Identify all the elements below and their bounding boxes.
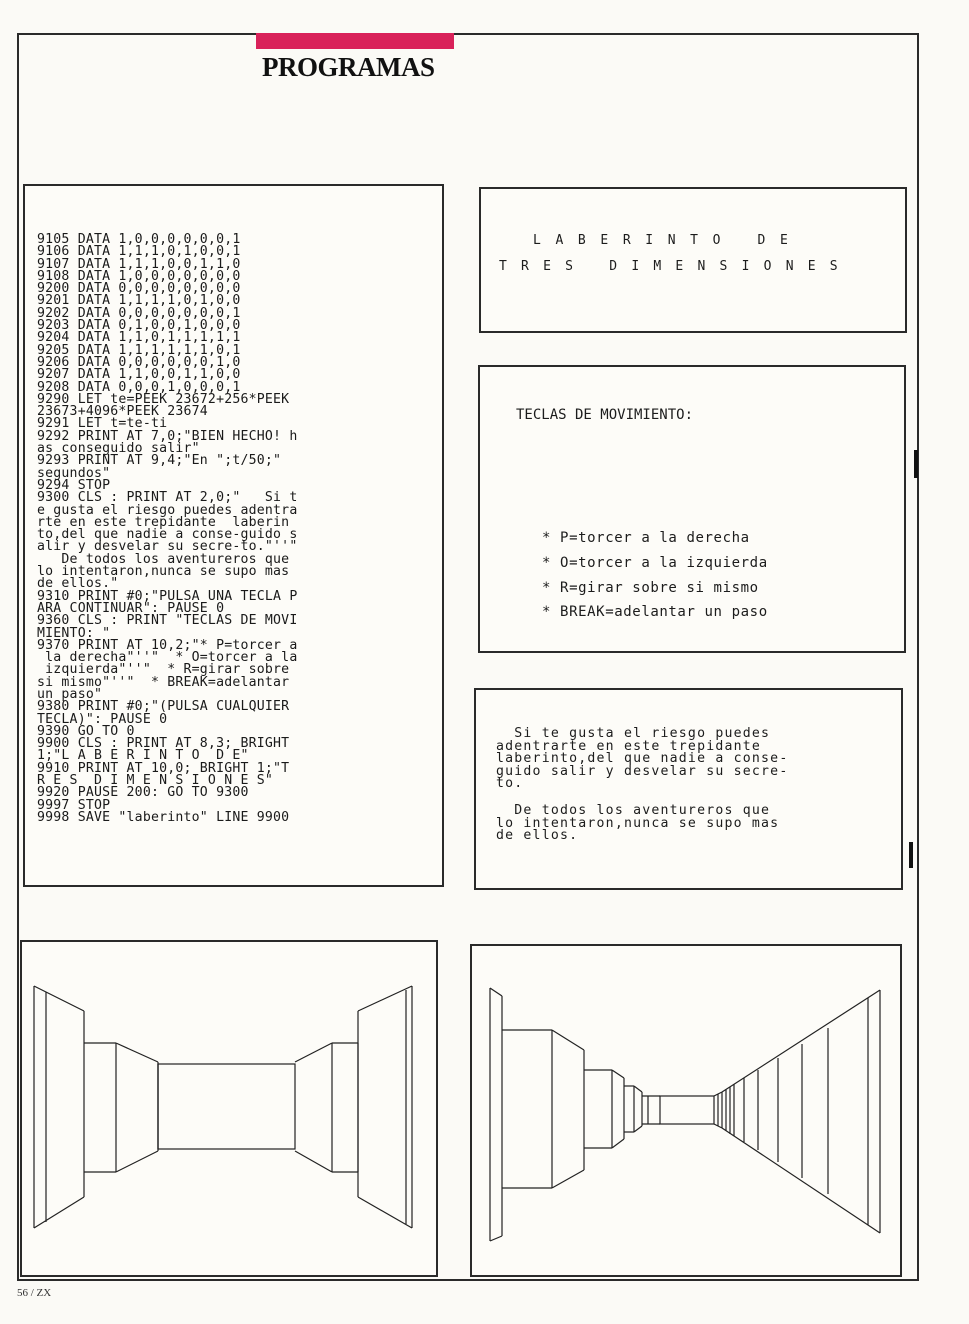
code-line: lo intentaron,nunca se supo mas [37,564,290,580]
maze-corridor-drawing-left [22,942,436,1275]
code-line: MIENTO: " [37,625,111,641]
maze-screenshot-right [470,944,902,1277]
code-line: 9203 DATA 0,1,0,0,1,0,0,0 [37,318,241,334]
code-line: 9310 PRINT #0;"PULSA UNA TECLA P [37,588,298,604]
intro-screen [474,688,903,890]
code-line: de ellos." [37,576,119,592]
key-item-forward: * BREAK=adelantar un paso [542,604,768,620]
code-line: izquierda"''" * R=girar sobre [37,662,290,678]
code-line: to,del que nadie a conse-guido s [37,527,298,543]
code-line: 9998 SAVE "laberinto" LINE 9900 [37,809,290,825]
code-line: 9293 PRINT AT 9,4;"En ";t/50;" [37,453,282,469]
code-line: 9106 DATA 1,1,1,0,1,0,0,1 [37,244,241,260]
code-line: segundos" [37,465,111,481]
page-folio: 56 / ZX [17,1287,52,1299]
intro-paragraph-1: Si te gusta el riesgo puedes adentrarte en este trepidante laberinto,del que nadie a conse- guido salir y desvelar su secre- to. [496,726,789,792]
code-line: 9997 STOP [37,797,111,813]
binding-mark-top [914,450,918,478]
code-line: 9920 PAUSE 200: GO TO 9300 [37,785,249,801]
intro-paragraph-2: De todos los aventureros que lo intentaron,nunca se supo mas de ellos. [496,802,780,844]
code-line: rte en este trepidante laberin [37,514,290,530]
code-line: R E S D I M E N S I O N E S" [37,773,274,789]
code-line: 9300 CLS : PRINT AT 2,0;" Si t [37,490,298,506]
section-color-bar [256,33,454,49]
code-line: 9208 DATA 0,0,0,1,0,0,0,1 [37,379,241,395]
maze-screenshot-left [20,940,438,1277]
maze-corridor-drawing-right [472,946,900,1275]
code-line: 9294 STOP [37,477,111,493]
code-line: 9107 DATA 1,1,1,0,0,1,1,0 [37,256,241,272]
code-line: TECLA)": PAUSE 0 [37,711,168,727]
code-line: 1;"L A B E R I N T O D E" [37,748,249,764]
key-item-left: * O=torcer a la izquierda [542,555,768,571]
code-line: 9292 PRINT AT 7,0;"BIEN HECHO! h [37,428,298,444]
title-screen [479,187,907,333]
code-line: 9201 DATA 1,1,1,1,0,1,0,0 [37,293,241,309]
code-line: 9390 GO TO 0 [37,723,135,739]
key-item-right: * P=torcer a la derecha [542,530,750,546]
code-line: 9291 LET t=te-ti [37,416,168,432]
title-screen-line-2: T R E S D I M E N S I O N E S [499,259,841,274]
code-line: alir y desvelar su secre-to."''" [37,539,298,555]
section-title: PROGRAMAS [262,52,435,82]
code-line: 9108 DATA 1,0,0,0,0,0,0,0 [37,268,241,284]
code-line: 9290 LET te=PEEK 23672+256*PEEK [37,391,290,407]
code-line: as conseguido salir" [37,441,200,457]
key-item-turn: * R=girar sobre si mismo [542,580,759,596]
code-line: si mismo"''" * BREAK=adelantar [37,674,290,690]
code-line: la derecha"''" * O=torcer a la [37,650,298,666]
code-line: 9205 DATA 1,1,1,1,1,1,0,1 [37,342,241,358]
code-line: 9202 DATA 0,0,0,0,0,0,0,1 [37,305,241,321]
code-line: 9105 DATA 1,0,0,0,0,0,0,1 [37,232,241,247]
code-line: e gusta el riesgo puedes adentra [37,502,298,518]
code-line: 23673+4096*PEEK 23674 [37,404,208,420]
code-line: 9380 PRINT #0;"(PULSA CUALQUIER [37,699,290,715]
code-line: 9900 CLS : PRINT AT 8,3; BRIGHT [37,736,290,752]
code-line: 9204 DATA 1,1,0,1,1,1,1,1 [37,330,241,346]
keys-screen [478,365,906,653]
code-line: ARA CONTINUAR": PAUSE 0 [37,600,225,616]
code-line: un paso" [37,686,103,702]
binding-mark-bottom [909,842,913,868]
code-line: 9360 CLS : PRINT "TECLAS DE MOVI [37,613,298,629]
program-listing [23,184,444,887]
code-line: De todos los aventureros que [37,551,290,567]
keys-screen-title: TECLAS DE MOVIMIENTO: [516,407,694,423]
code-line: 9206 DATA 0,0,0,0,0,0,1,0 [37,354,241,370]
code-line: 9200 DATA 0,0,0,0,0,0,0,0 [37,281,241,297]
code-line: 9370 PRINT AT 10,2;"* P=torcer a [37,637,298,653]
code-line: 9207 DATA 1,1,0,0,1,1,0,0 [37,367,241,383]
title-screen-line-1: L A B E R I N T O D E [533,233,792,248]
code-line: 9910 PRINT AT 10,0; BRIGHT 1;"T [37,760,290,776]
